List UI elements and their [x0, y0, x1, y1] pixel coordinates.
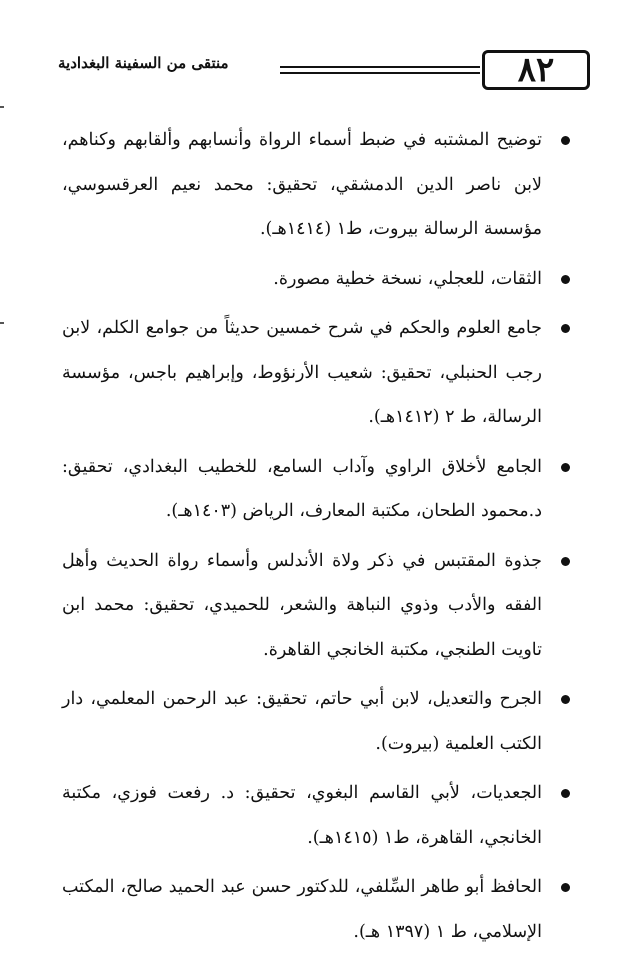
- page-header: [58, 44, 555, 94]
- bibliography-entry: [62, 677, 570, 766]
- bibliography-entry: [62, 118, 570, 252]
- entry-text: الجرح والتعديل، لابن أبي حاتم، تحقيق: عبد الرحمن المعلمي، دار الكتب العلمية (بيروت).: [62, 689, 542, 754]
- bullet-icon: [561, 789, 570, 798]
- bibliography-list: [62, 118, 570, 959]
- bullet-icon: [561, 136, 570, 145]
- bullet-icon: [561, 557, 570, 566]
- bullet-icon: [561, 275, 570, 284]
- header-rule-top: [280, 66, 480, 68]
- bullet-icon: [561, 883, 570, 892]
- scan-edge-mark: [0, 106, 4, 108]
- entry-text: الجامع لأخلاق الراوي وآداب السامع، للخطيب البغدادي، تحقيق: د.محمود الطحان، مكتبة المعارف، الرياض (١٤٠٣هـ).: [62, 456, 542, 521]
- entry-text: الجعديات، لأبي القاسم البغوي، تحقيق: د. رفعت فوزي، مكتبة الخانجي، القاهرة، ط١ (١٤١٥هـ).: [62, 783, 542, 848]
- bullet-icon: [561, 695, 570, 704]
- page-number: ٨٢: [517, 50, 555, 90]
- bibliography-entry: [62, 771, 570, 860]
- scan-edge-mark: [0, 322, 4, 324]
- bibliography-entry: [62, 306, 570, 440]
- page-number-box: [482, 50, 590, 90]
- entry-text: جامع العلوم والحكم في شرح خمسين حديثاً من جوامع الكلم، لابن رجب الحنبلي، تحقيق: شعيب الأرنؤوط، وإبراهيم باجس، مؤسسة الرسالة، ط ٢ (١٤١٢هـ).: [62, 318, 542, 427]
- bibliography-entry: [62, 865, 570, 954]
- entry-text: الحافظ أبو طاهر السِّلفي، للدكتور حسن عبد الحميد صالح، المكتب الإسلامي، ط ١ (١٣٩٧ هـ).: [62, 877, 542, 942]
- entry-text: جذوة المقتبس في ذكر ولاة الأندلس وأسماء رواة الحديث وأهل الفقه والأدب وذوي النباهة والشعر، للحميدي، تحقيق: محمد ابن تاويت الطنجي، مكتبة الخانجي القاهرة.: [62, 550, 542, 660]
- running-title: منتقى من السفينة البغدادية: [58, 54, 229, 72]
- bullet-icon: [561, 463, 570, 472]
- header-rule-bottom: [280, 72, 480, 74]
- bibliography-entry: [62, 257, 570, 302]
- bibliography-entry: [62, 539, 570, 673]
- entry-text: الثقات، للعجلي، نسخة خطية مصورة.: [273, 268, 542, 289]
- bibliography-entry: [62, 445, 570, 534]
- entry-text: توضيح المشتبه في ضبط أسماء الرواة وأنسابهم وألقابهم وكناهم، لابن ناصر الدين الدمشقي، تحقيق: محمد نعيم العرقسوسي، مؤسسة الرسالة بيروت، ط١ (١٤١٤هـ).: [62, 130, 542, 239]
- bullet-icon: [561, 324, 570, 333]
